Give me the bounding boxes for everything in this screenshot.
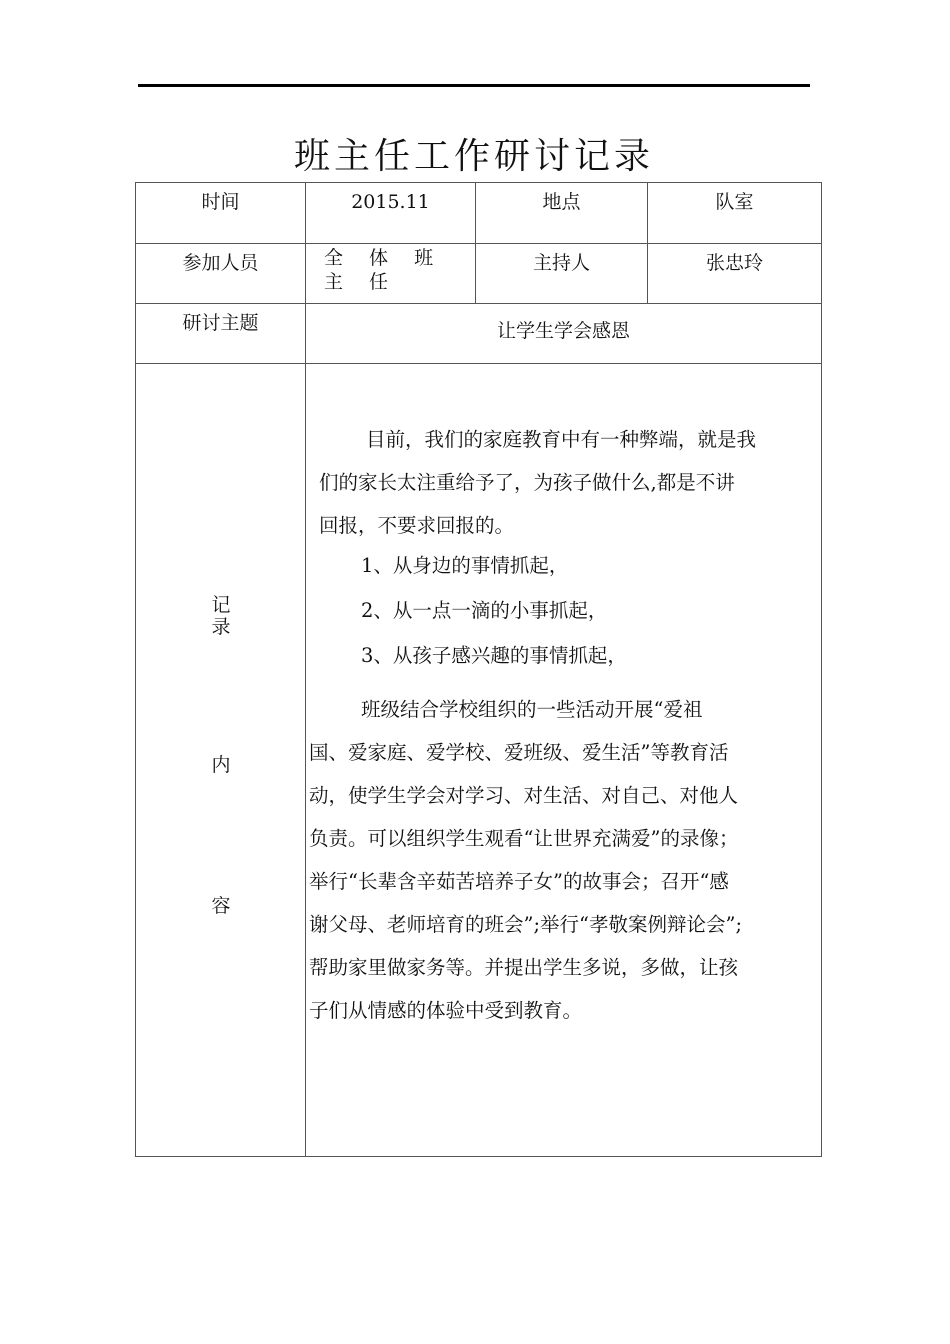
- topic-value: 让学生学会感恩: [306, 304, 822, 364]
- time-label: 时间: [136, 183, 306, 244]
- content-line: 目前，我们的家庭教育中有一种弊端，就是我: [366, 428, 757, 451]
- page-title: 班主任工作研讨记录: [293, 136, 654, 178]
- record-table: [135, 182, 822, 1157]
- content-line: 们的家长太注重给予了，为孩子做什么,都是不讲: [319, 471, 735, 494]
- side-char-1: 记: [211, 594, 231, 616]
- time-value: 2015.11: [306, 183, 476, 244]
- place-value: 队室: [648, 183, 822, 244]
- host-value: 张忠玲: [648, 244, 822, 304]
- top-rule: [138, 84, 810, 87]
- content-line: 班级结合学校组织的一些活动开展“爱祖: [361, 698, 703, 721]
- side-char-2: 录: [211, 616, 231, 638]
- content-line: 1、从身边的事情抓起，: [361, 554, 569, 577]
- record-side-label: [136, 364, 306, 1157]
- content-line: 举行“长辈含辛茹苦培养子女”的故事会；召开“感: [309, 870, 729, 893]
- host-label: 主持人: [476, 244, 648, 304]
- participants-value: 全 体 班 主 任: [306, 244, 476, 304]
- content-line: 负责。可以组织学生观看“让世界充满爱”的录像；: [309, 827, 739, 850]
- content-line: 2、从一点一滴的小事抓起，: [361, 599, 608, 622]
- record-content: [306, 364, 822, 1157]
- side-char-3: 内: [211, 754, 231, 776]
- topic-label: 研讨主题: [136, 304, 306, 364]
- side-char-4: 容: [211, 895, 231, 917]
- content-line: 回报，不要求回报的。: [319, 514, 515, 537]
- participants-label: 参加人员: [136, 244, 306, 304]
- place-label: 地点: [476, 183, 648, 244]
- content-line: 动，使学生学会对学习、对生活、对自己、对他人: [309, 784, 739, 807]
- content-line: 子们从情感的体验中受到教育。: [309, 999, 583, 1022]
- content-line: 谢父母、老师培育的班会”;举行“孝敬案例辩论会”;: [309, 913, 743, 936]
- content-line: 国、爱家庭、爱学校、爱班级、爱生活”等教育活: [309, 741, 729, 764]
- content-line: 3、从孩子感兴趣的事情抓起，: [361, 644, 627, 667]
- content-line: 帮助家里做家务等。并提出学生多说，多做，让孩: [309, 956, 739, 979]
